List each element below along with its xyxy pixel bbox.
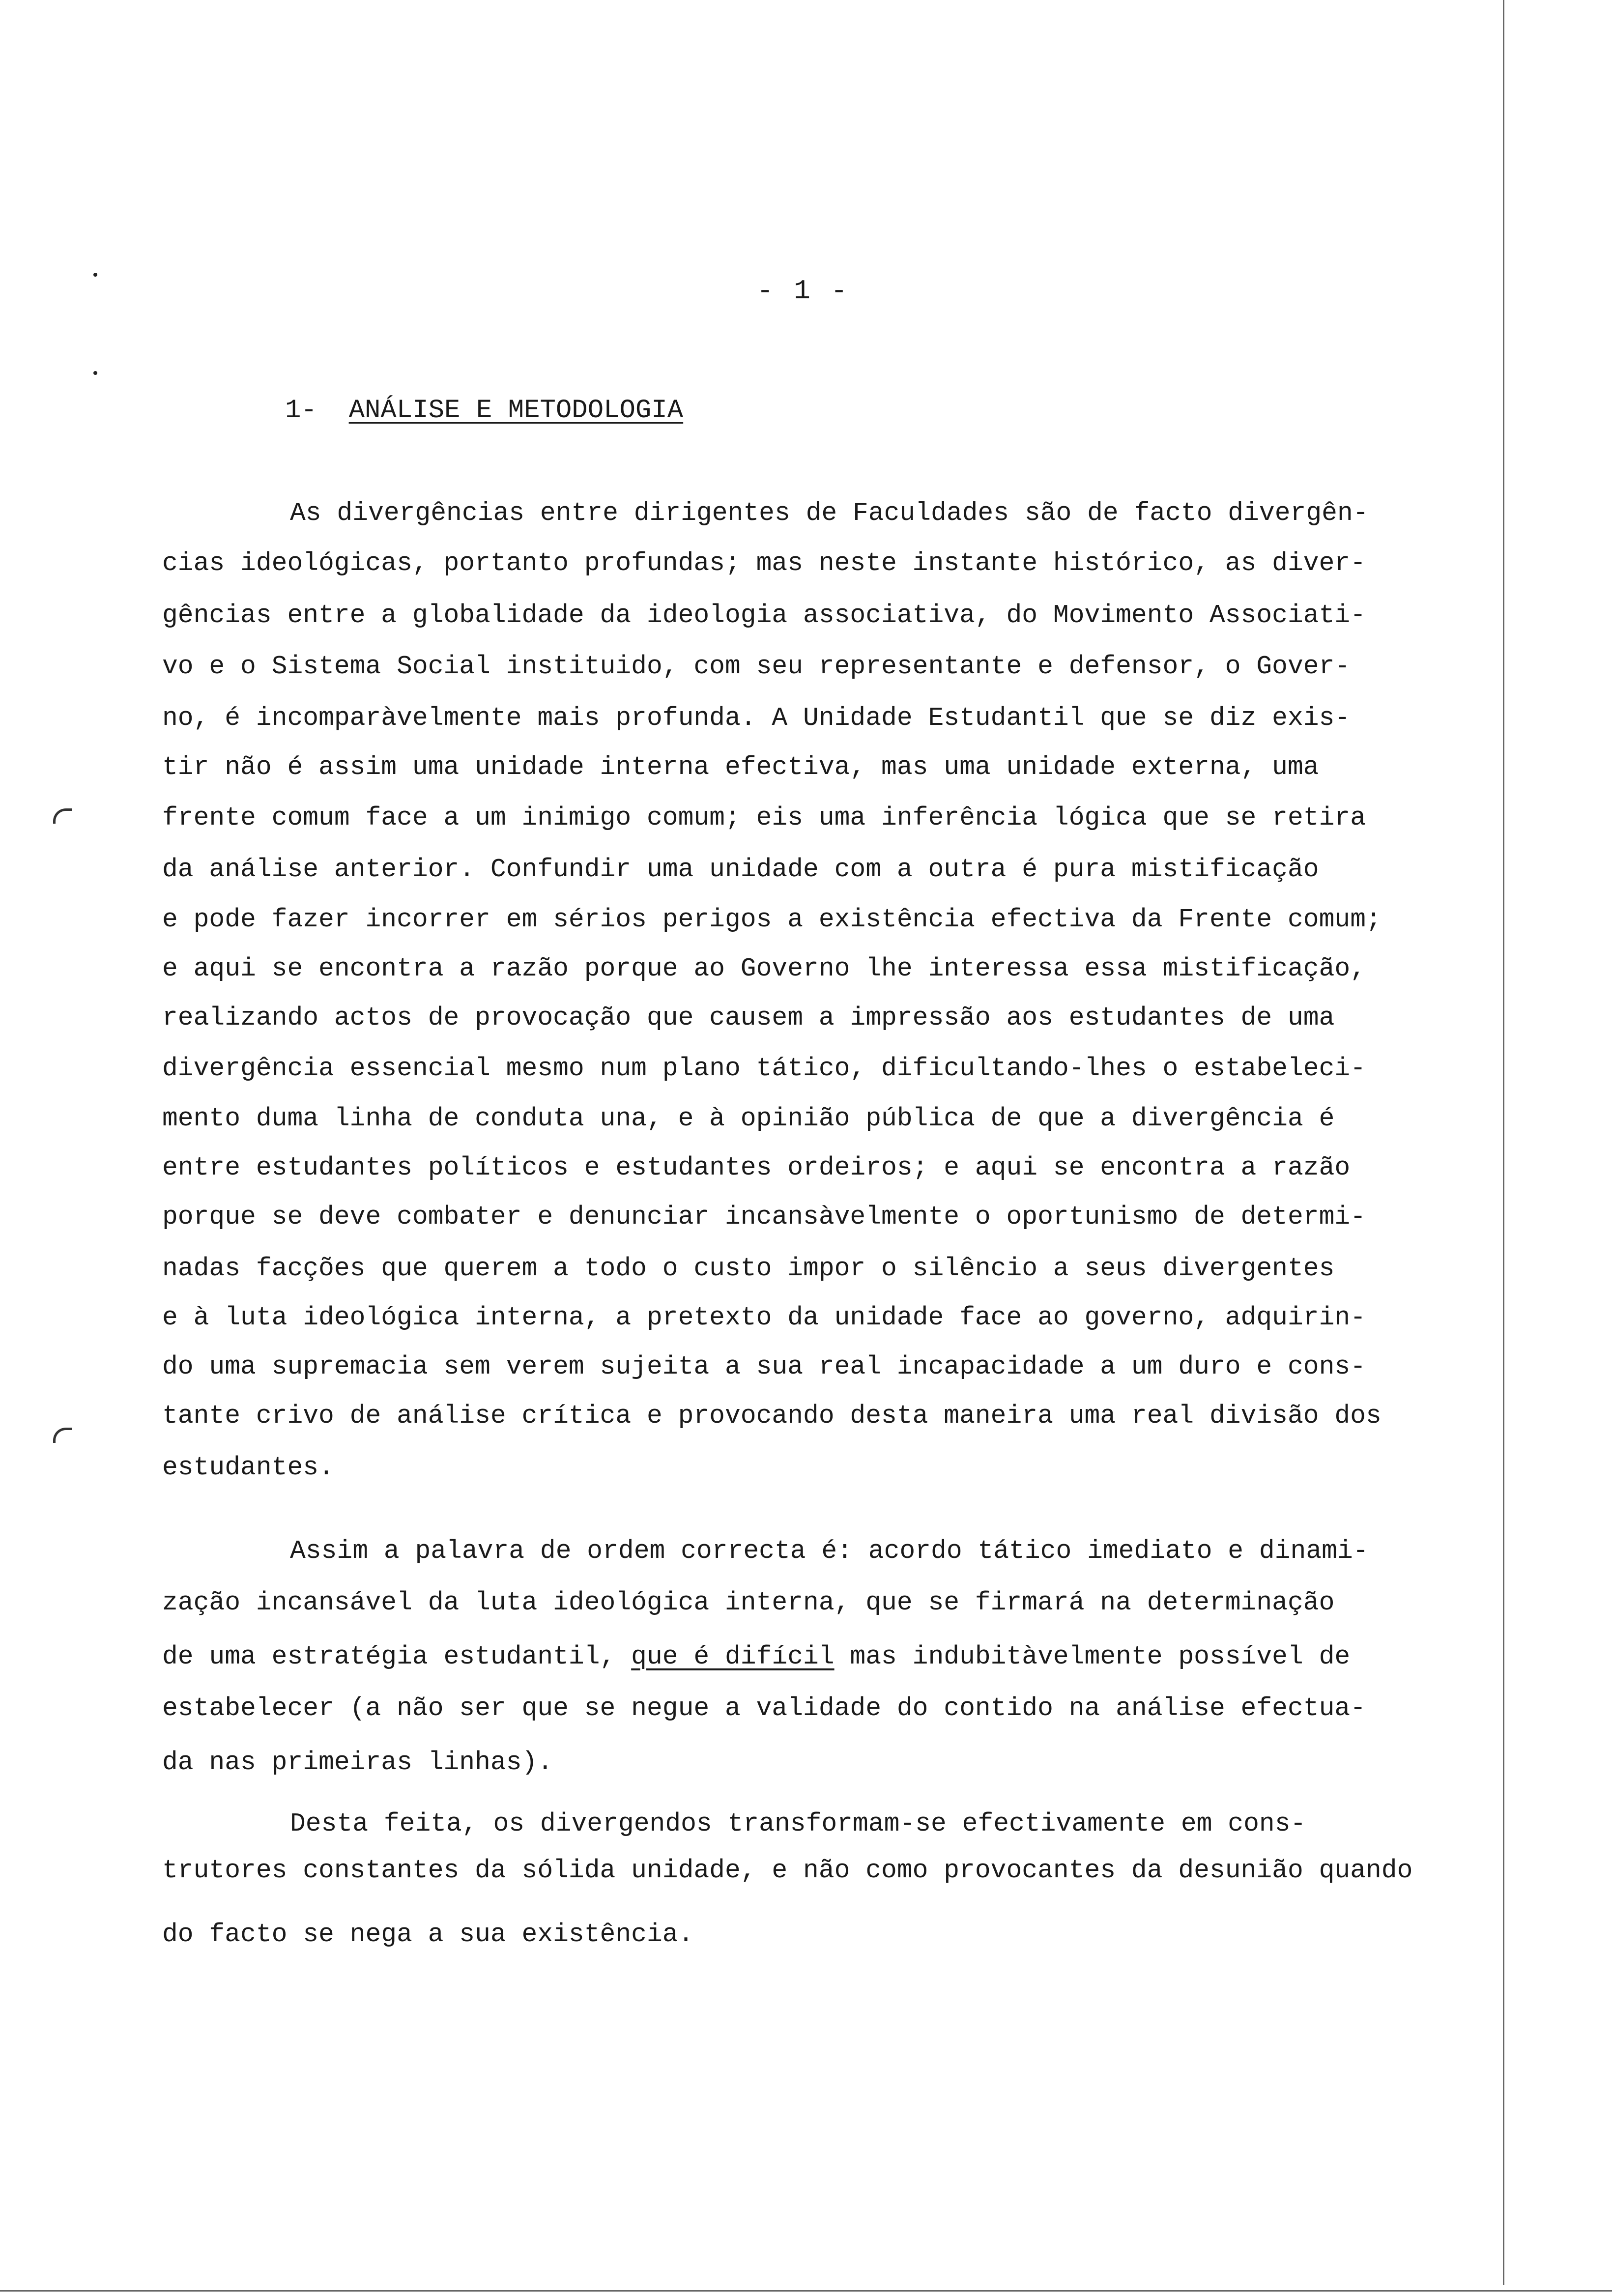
paragraph-line: cias ideológicas, portanto profundas; mas neste instante histórico, as diver- bbox=[162, 548, 1366, 578]
text-run: mas indubitàvelmente possível de bbox=[834, 1642, 1351, 1671]
paragraph-line: tante crivo de análise crítica e provocando desta maneira uma real divisão dos bbox=[162, 1401, 1382, 1431]
margin-dot bbox=[93, 273, 97, 277]
paragraph-line: da análise anterior. Confundir uma unidade com a outra é pura mistificação bbox=[162, 855, 1319, 884]
punch-hole-mark bbox=[53, 1428, 72, 1443]
paragraph-line: estudantes. bbox=[162, 1453, 334, 1482]
paragraph-line: da nas primeiras linhas). bbox=[162, 1748, 553, 1777]
paragraph-line: Desta feita, os divergendos transformam-se efectivamente em cons- bbox=[290, 1809, 1306, 1838]
paragraph-line: e à luta ideológica interna, a pretexto da unidade face ao governo, adquirin- bbox=[162, 1303, 1366, 1332]
paragraph-line: entre estudantes políticos e estudantes ordeiros; e aqui se encontra a razão bbox=[162, 1153, 1351, 1182]
underlined-phrase: que é difícil bbox=[631, 1642, 835, 1671]
paragraph-line: tir não é assim uma unidade interna efectiva, mas uma unidade externa, uma bbox=[162, 752, 1319, 782]
paragraph-line bbox=[162, 1644, 1350, 1670]
paragraph-line: mento duma linha de conduta una, e à opinião pública de que a divergência é bbox=[162, 1104, 1335, 1133]
paragraph-line: gências entre a globalidade da ideologia associativa, do Movimento Associati- bbox=[162, 601, 1366, 630]
paragraph-line: As divergências entre dirigentes de Faculdades são de facto divergên- bbox=[290, 498, 1369, 528]
paragraph-line: realizando actos de provocação que causem a impressão aos estudantes de uma bbox=[162, 1003, 1335, 1033]
punch-hole-mark bbox=[53, 808, 72, 824]
paragraph-line: estabelecer (a não ser que se negue a validade do contido na análise efectua- bbox=[162, 1693, 1366, 1723]
paragraph-line: zação incansável da luta ideológica interna, que se firmará na determinação bbox=[162, 1588, 1335, 1617]
paragraph-line: divergência essencial mesmo num plano tático, dificultando-lhes o estabeleci- bbox=[162, 1054, 1366, 1083]
paragraph-line: vo e o Sistema Social instituido, com seu representante e defensor, o Gover- bbox=[162, 652, 1351, 681]
margin-dot bbox=[93, 371, 97, 375]
section-number: 1- bbox=[285, 396, 317, 426]
section-heading bbox=[285, 396, 683, 426]
paragraph-line: trutores constantes da sólida unidade, e não como provocantes da desunião quando bbox=[162, 1856, 1413, 1885]
paragraph-line: e aqui se encontra a razão porque ao Governo lhe interessa essa mistificação, bbox=[162, 954, 1366, 983]
paragraph-line: Assim a palavra de ordem correcta é: acordo tático imediato e dinami- bbox=[290, 1536, 1369, 1566]
paragraph-line: nadas facções que querem a todo o custo impor o silêncio a seus divergentes bbox=[162, 1254, 1335, 1283]
paragraph-line: no, é incomparàvelmente mais profunda. A Unidade Estudantil que se diz exis- bbox=[162, 703, 1351, 733]
paragraph-line: porque se deve combater e denunciar incansàvelmente o oportunismo de determi- bbox=[162, 1202, 1366, 1232]
section-title: ANÁLISE E METODOLOGIA bbox=[348, 396, 684, 426]
paragraph-line: frente comum face a um inimigo comum; eis uma inferência lógica que se retira bbox=[162, 803, 1366, 832]
text-run: de uma estratégia estudantil, bbox=[162, 1642, 632, 1671]
paragraph-line: e pode fazer incorrer em sérios perigos a existência efectiva da Frente comum; bbox=[162, 905, 1382, 934]
bottom-edge-rule bbox=[0, 2290, 1612, 2292]
paragraph-line: do facto se nega a sua existência. bbox=[162, 1920, 694, 1949]
paragraph-line: do uma supremacia sem verem sujeita a sua real incapacidade a um duro e cons- bbox=[162, 1352, 1366, 1381]
right-margin-rule bbox=[1503, 0, 1504, 2285]
page-number: - 1 - bbox=[757, 275, 850, 307]
